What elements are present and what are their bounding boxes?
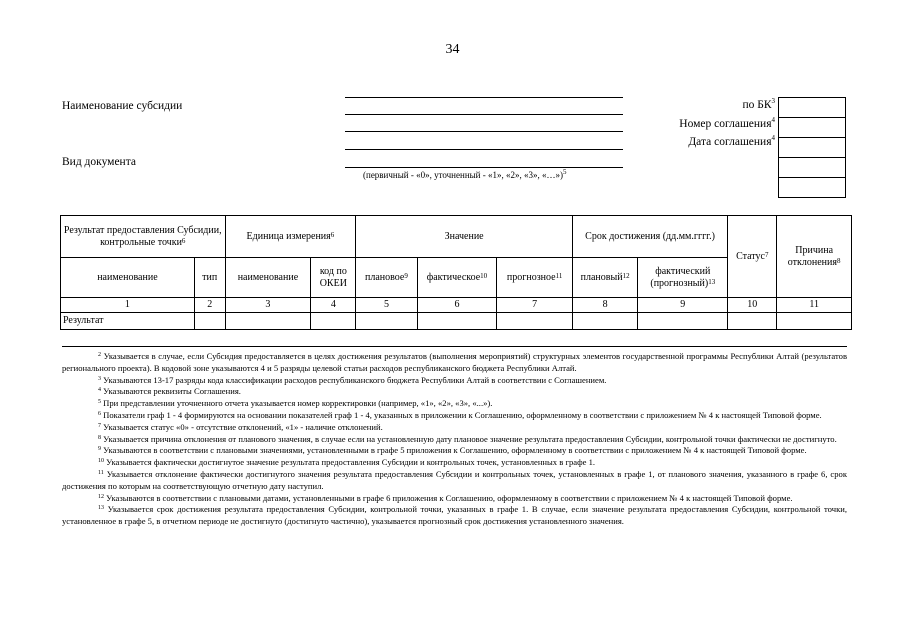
footnote-ref: 3 [771, 97, 775, 105]
col-number: 11 [777, 298, 852, 313]
col-term-planned-text: плановый [580, 271, 623, 283]
footnote-ref: 11 [555, 271, 563, 280]
table-cell[interactable] [417, 313, 497, 330]
footnote-ref: 6 [181, 236, 186, 245]
col-term-planned-header [572, 258, 637, 298]
col-number: 5 [356, 298, 417, 313]
footnote-number: 2 [98, 352, 101, 358]
footnote [62, 457, 847, 469]
table-cell[interactable] [638, 313, 728, 330]
col-number: 3 [225, 298, 311, 313]
fill-line[interactable] [345, 97, 623, 98]
footnote [62, 375, 847, 387]
footnote-text: Указывается причина отклонения от планового значения, в случае если на установленную дату плановое значение результата предоставления Субсидии, контрольной точки фактически не достигнуто. [103, 433, 837, 444]
status-text: Статус [736, 250, 765, 262]
footnote-number: 5 [98, 399, 101, 406]
agreement-number-label [600, 118, 775, 130]
footnote-ref: 5 [563, 168, 567, 176]
footnote-ref: 8 [836, 256, 841, 265]
col-number: 9 [638, 298, 728, 313]
footnote [62, 504, 847, 528]
footnote-text: Указывается статус «0» - отсутствие отклонений, «1» - наличие отклонений. [103, 421, 383, 432]
unit-group-text: Единица измерения [246, 230, 331, 242]
footnote [62, 351, 847, 375]
col-planned-text: плановое [365, 271, 405, 283]
footnote-separator [62, 346, 847, 347]
footnote-text: При представлении уточненного отчета указывается номер корректировки (например, «1», «2», «3», «...»). [103, 398, 493, 409]
footnote [62, 493, 847, 505]
col-actual-header [417, 258, 497, 298]
footnote-ref: 9 [404, 271, 408, 280]
table-cell[interactable] [777, 313, 852, 330]
footnote-number: 10 [98, 458, 104, 465]
footnote [62, 386, 847, 398]
term-group-header: Срок достижения (дд.мм.гггг.) [572, 216, 727, 258]
agreement-date-text: Дата соглашения [688, 136, 772, 148]
table-cell[interactable] [497, 313, 573, 330]
agreement-number-text: Номер соглашения [679, 118, 772, 130]
footnote-text: Показатели граф 1 - 4 формируются на основании показателей граф 1 - 4, указанных в приложении к Соглашению, оформленному в соответствии с приложением № 4 к настоящей Типовой форме. [103, 409, 822, 420]
by-bk-text: по БК [742, 99, 772, 111]
doc-type-fill-line[interactable] [345, 167, 623, 168]
footnote [62, 410, 847, 422]
code-box [778, 97, 846, 198]
footnote [62, 422, 847, 434]
table-cell[interactable] [194, 313, 225, 330]
col-number: 2 [194, 298, 225, 313]
code-cell-empty[interactable] [779, 158, 845, 178]
table-cell[interactable] [225, 313, 311, 330]
code-cell-bk[interactable] [779, 98, 845, 118]
footnote-number: 13 [98, 505, 104, 512]
footnote-ref: 12 [622, 271, 630, 280]
footnote-number: 12 [98, 493, 104, 500]
footnote [62, 469, 847, 493]
footnote-number: 4 [98, 387, 101, 394]
col-planned-header [356, 258, 417, 298]
doc-type-note [363, 170, 567, 180]
code-cell-empty[interactable] [779, 178, 845, 197]
footnote-number: 6 [98, 410, 101, 417]
col-number: 8 [572, 298, 637, 313]
footnote-number: 11 [98, 469, 104, 476]
doc-type-label: Вид документа [62, 156, 136, 168]
by-bk-label [600, 99, 775, 111]
footnote-number: 3 [98, 375, 101, 382]
footnote-text: Указываются реквизиты Соглашения. [103, 386, 241, 397]
table-cell[interactable] [311, 313, 356, 330]
page-number: 34 [445, 42, 460, 57]
fill-line[interactable] [345, 131, 623, 132]
col-term-actual-text: фактический (прогнозный) [650, 265, 711, 289]
col-type-header: тип [194, 258, 225, 298]
footnote-ref: 4 [771, 116, 775, 124]
footnote-number: 7 [98, 422, 101, 429]
col-number: 1 [61, 298, 195, 313]
row-result-label: Результат [61, 313, 195, 330]
footnote-text: Указываются в соответствии с плановыми датами, установленными в графе 6 приложения к Соглашению, оформленному в соответствии с приложением № 4 к настоящей Типовой форме. [106, 492, 793, 503]
table-cell[interactable] [356, 313, 417, 330]
footnote [62, 445, 847, 457]
col-number: 4 [311, 298, 356, 313]
footnote-number: 8 [98, 434, 101, 441]
code-cell-number[interactable] [779, 118, 845, 138]
col-number: 6 [417, 298, 497, 313]
col-okei-header: код по ОКЕИ [311, 258, 356, 298]
result-group-text: Результат предоставления Субсидии, контрольные точки [63, 224, 222, 248]
col-term-actual-header [638, 258, 728, 298]
footnote-text: Указываются 13-17 разряды кода классификации расходов республиканского бюджета Республики Алтай в соответствии с Соглашением. [103, 374, 607, 385]
reason-text: Причина отклонения [787, 244, 837, 268]
footnote-text: Указывается отклонение фактически достигнутого значения результата предоставления Субсидии и контрольных точек, установленных в графе 1, от планового значения, указанного в графе 6, срок достижения по которым на соответствующую отчетную дату наступил. [62, 468, 847, 491]
footnote-text: Указываются в соответствии с плановыми значениями, установленными в графе 5 приложения к Соглашению, оформленному в соответствии с приложением № 4 к настоящей Типовой форме. [103, 445, 807, 456]
status-header [728, 216, 777, 298]
agreement-date-label [600, 136, 775, 148]
unit-group-header [225, 216, 356, 258]
table-cell[interactable] [572, 313, 637, 330]
footnote [62, 398, 847, 410]
results-table [60, 215, 852, 330]
col-unit-name-header: наименование [225, 258, 311, 298]
result-group-header [61, 216, 226, 258]
col-forecast-text: прогнозное [506, 271, 556, 283]
footnote-number: 9 [98, 446, 101, 453]
col-actual-text: фактическое [426, 271, 481, 283]
fill-line[interactable] [345, 114, 623, 115]
footnote-ref: 6 [330, 230, 335, 239]
col-forecast-header [497, 258, 573, 298]
footnote-ref: 10 [480, 271, 488, 280]
doc-type-note-text: (первичный - «0», уточненный - «1», «2», «3», «…») [363, 170, 563, 180]
footnote-text: Указывается в случае, если Субсидия предоставляется в целях достижения результатов (выполнения мероприятий) структурных элементов государственной программы Республики Алтай (результатов регионального проекта). В кодовой зоне указываются 4 и 5 разряды целевой статьи расходов республиканского бюджета Республики Алтай. [62, 351, 848, 373]
col-name-header: наименование [61, 258, 195, 298]
code-cell-date[interactable] [779, 138, 845, 158]
subsidy-name-label: Наименование субсидии [62, 100, 183, 112]
footnote-ref: 4 [771, 134, 775, 142]
footnote [62, 434, 847, 446]
value-group-header: Значение [356, 216, 573, 258]
reason-header [777, 216, 852, 298]
footnote-ref: 7 [764, 250, 769, 259]
footnote-text: Указывается фактически достигнутое значение результата предоставления Субсидии и контрольных точек, установленных в графе 1. [106, 457, 596, 468]
fill-line[interactable] [345, 149, 623, 150]
footnote-ref: 13 [708, 277, 716, 286]
table-cell[interactable] [728, 313, 777, 330]
footnote-text: Указывается срок достижения результата предоставления Субсидии, контрольной точки, указанных в графе 1. В случае, если значение результата предоставления Субсидии, контрольной точки, установленное в графе 5, в отчетном периоде не достигнуто (достигнуто частично), указывается прогнозный срок достижения установленного значения. [62, 504, 847, 527]
footnotes [62, 351, 847, 528]
col-number: 7 [497, 298, 573, 313]
col-number: 10 [728, 298, 777, 313]
